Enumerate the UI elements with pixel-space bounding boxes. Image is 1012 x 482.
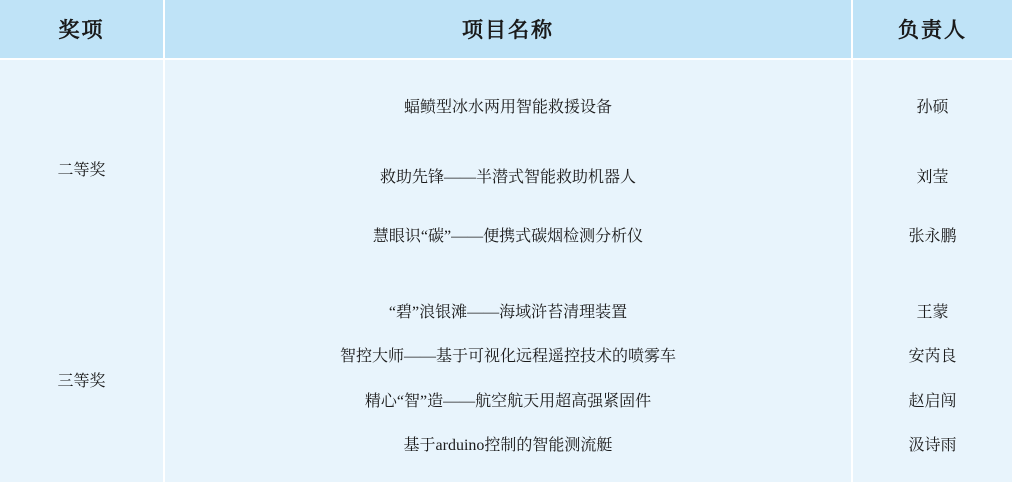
leader-list-third — [853, 276, 1012, 482]
table-row — [0, 59, 1012, 276]
project-cell-second — [164, 59, 852, 276]
header-award: 奖项 — [0, 0, 164, 59]
leader-list-second — [853, 60, 1012, 276]
list-item: 安芮良 — [908, 348, 957, 366]
list-item: 赵启闯 — [908, 392, 957, 410]
list-item: 张永鹏 — [908, 227, 957, 245]
header-row — [0, 0, 1012, 59]
project-list-third — [165, 276, 851, 482]
leader-cell-second — [852, 59, 1012, 276]
award-label-second: 二等奖 — [0, 59, 164, 276]
project-list-second — [165, 60, 851, 276]
list-item: “碧”浪银滩——海域浒苔清理装置 — [388, 303, 628, 321]
list-item: 蝠鲼型冰水两用智能救援设备 — [403, 98, 612, 116]
award-label-third: 三等奖 — [0, 276, 164, 482]
list-item: 孙硕 — [916, 98, 949, 116]
header-project: 项目名称 — [164, 0, 852, 59]
list-item: 基于arduino控制的智能测流艇 — [403, 437, 613, 455]
list-item: 刘莹 — [916, 168, 949, 186]
list-item: 王蒙 — [916, 303, 949, 321]
list-item: 救助先锋——半潜式智能救助机器人 — [379, 168, 636, 186]
leader-cell-third — [852, 276, 1012, 482]
header-leader: 负责人 — [852, 0, 1012, 59]
table-header — [0, 0, 1012, 59]
table-body — [0, 59, 1012, 482]
list-item: 慧眼识“碳”——便携式碳烟检测分析仪 — [372, 227, 644, 245]
list-item: 精心“智”造——航空航天用超高强紧固件 — [364, 392, 652, 410]
table-row — [0, 276, 1012, 482]
list-item: 智控大师——基于可视化远程遥控技术的喷雾车 — [339, 348, 676, 366]
list-item: 汲诗雨 — [908, 437, 957, 455]
project-cell-third — [164, 276, 852, 482]
